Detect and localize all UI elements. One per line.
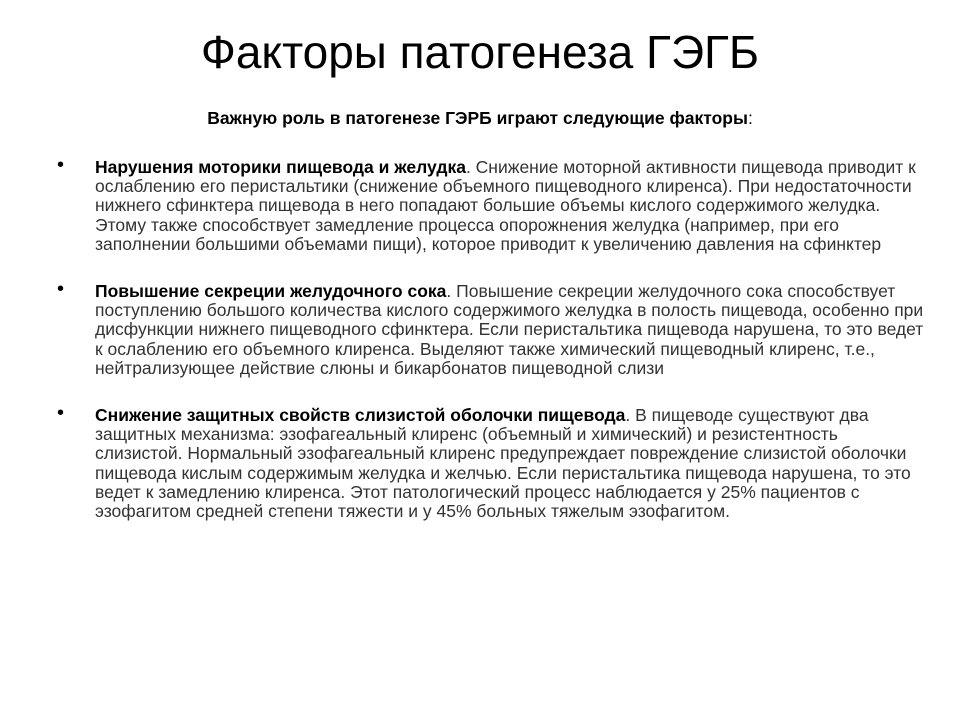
bullet-item-motility [57,154,927,254]
bullet-dot-icon: • [57,278,65,301]
subtitle-bold-text: Важную роль в патогенезе ГЭРБ играют следующие факторы [207,108,748,128]
subtitle-tail: : [747,108,753,128]
bullet-dot-icon: • [57,154,65,176]
bullet-dot-icon: • [57,402,65,425]
bullet-text: . Повышение секреции желудочного сока способствует поступлению большого количества кислого содержимого желудка в полость пищевода, особенно при дисфункции нижнего пищеводного сфинктера. Если перистальтика пищевода нарушена, то это ведет к ослаблению его объемного клиренса. Выделяют также химический пищеводный клиренс, т.е., нейтрализующее действие слюны и бикарбонатов пищеводной слизи [95,281,924,378]
bullet-item-secretion [57,278,927,378]
bullet-lead: Нарушения моторики пищевода и желудка [95,157,466,177]
bullet-item-mucosa [57,402,927,522]
bullet-text: . В пищеводе существуют два защитных механизма: эзофагеальный клиренс (объемный и химический) и резистентность слизистой. Нормальный эзофагеальный клиренс предупреждает повреждение слизистой оболочки пищевода кислым содержимым желудка и желчью. Если перистальтика пищевода нарушена, то это ведет к замедлению клиренса. Этот патологический процесс наблюдается у 25% пациентов с эзофагитом средней степени тяжести и у 45% больных тяжелым эзофагитом. [95,405,911,522]
bullet-text: . Снижение моторной активности пищевода приводит к ослаблению его перистальтики (снижение объемного пищеводного клиренса). При недостаточности нижнего сфинктера пищевода в него попадают большие объемы кислого содержимого желудка. Этому также способствует замедление процесса опорожнения желудка (например, при его заполнении большими объемами пищи), которое приводит к увеличению давления на сфинктер [95,157,916,254]
bullet-list [57,154,927,549]
bullet-lead: Повышение секреции желудочного сока [95,281,447,302]
slide-title: Факторы патогенеза ГЭГБ [200,26,760,78]
slide-subtitle [0,107,960,129]
bullet-lead: Снижение защитных свойств слизистой оболочки пищевода [95,405,626,426]
